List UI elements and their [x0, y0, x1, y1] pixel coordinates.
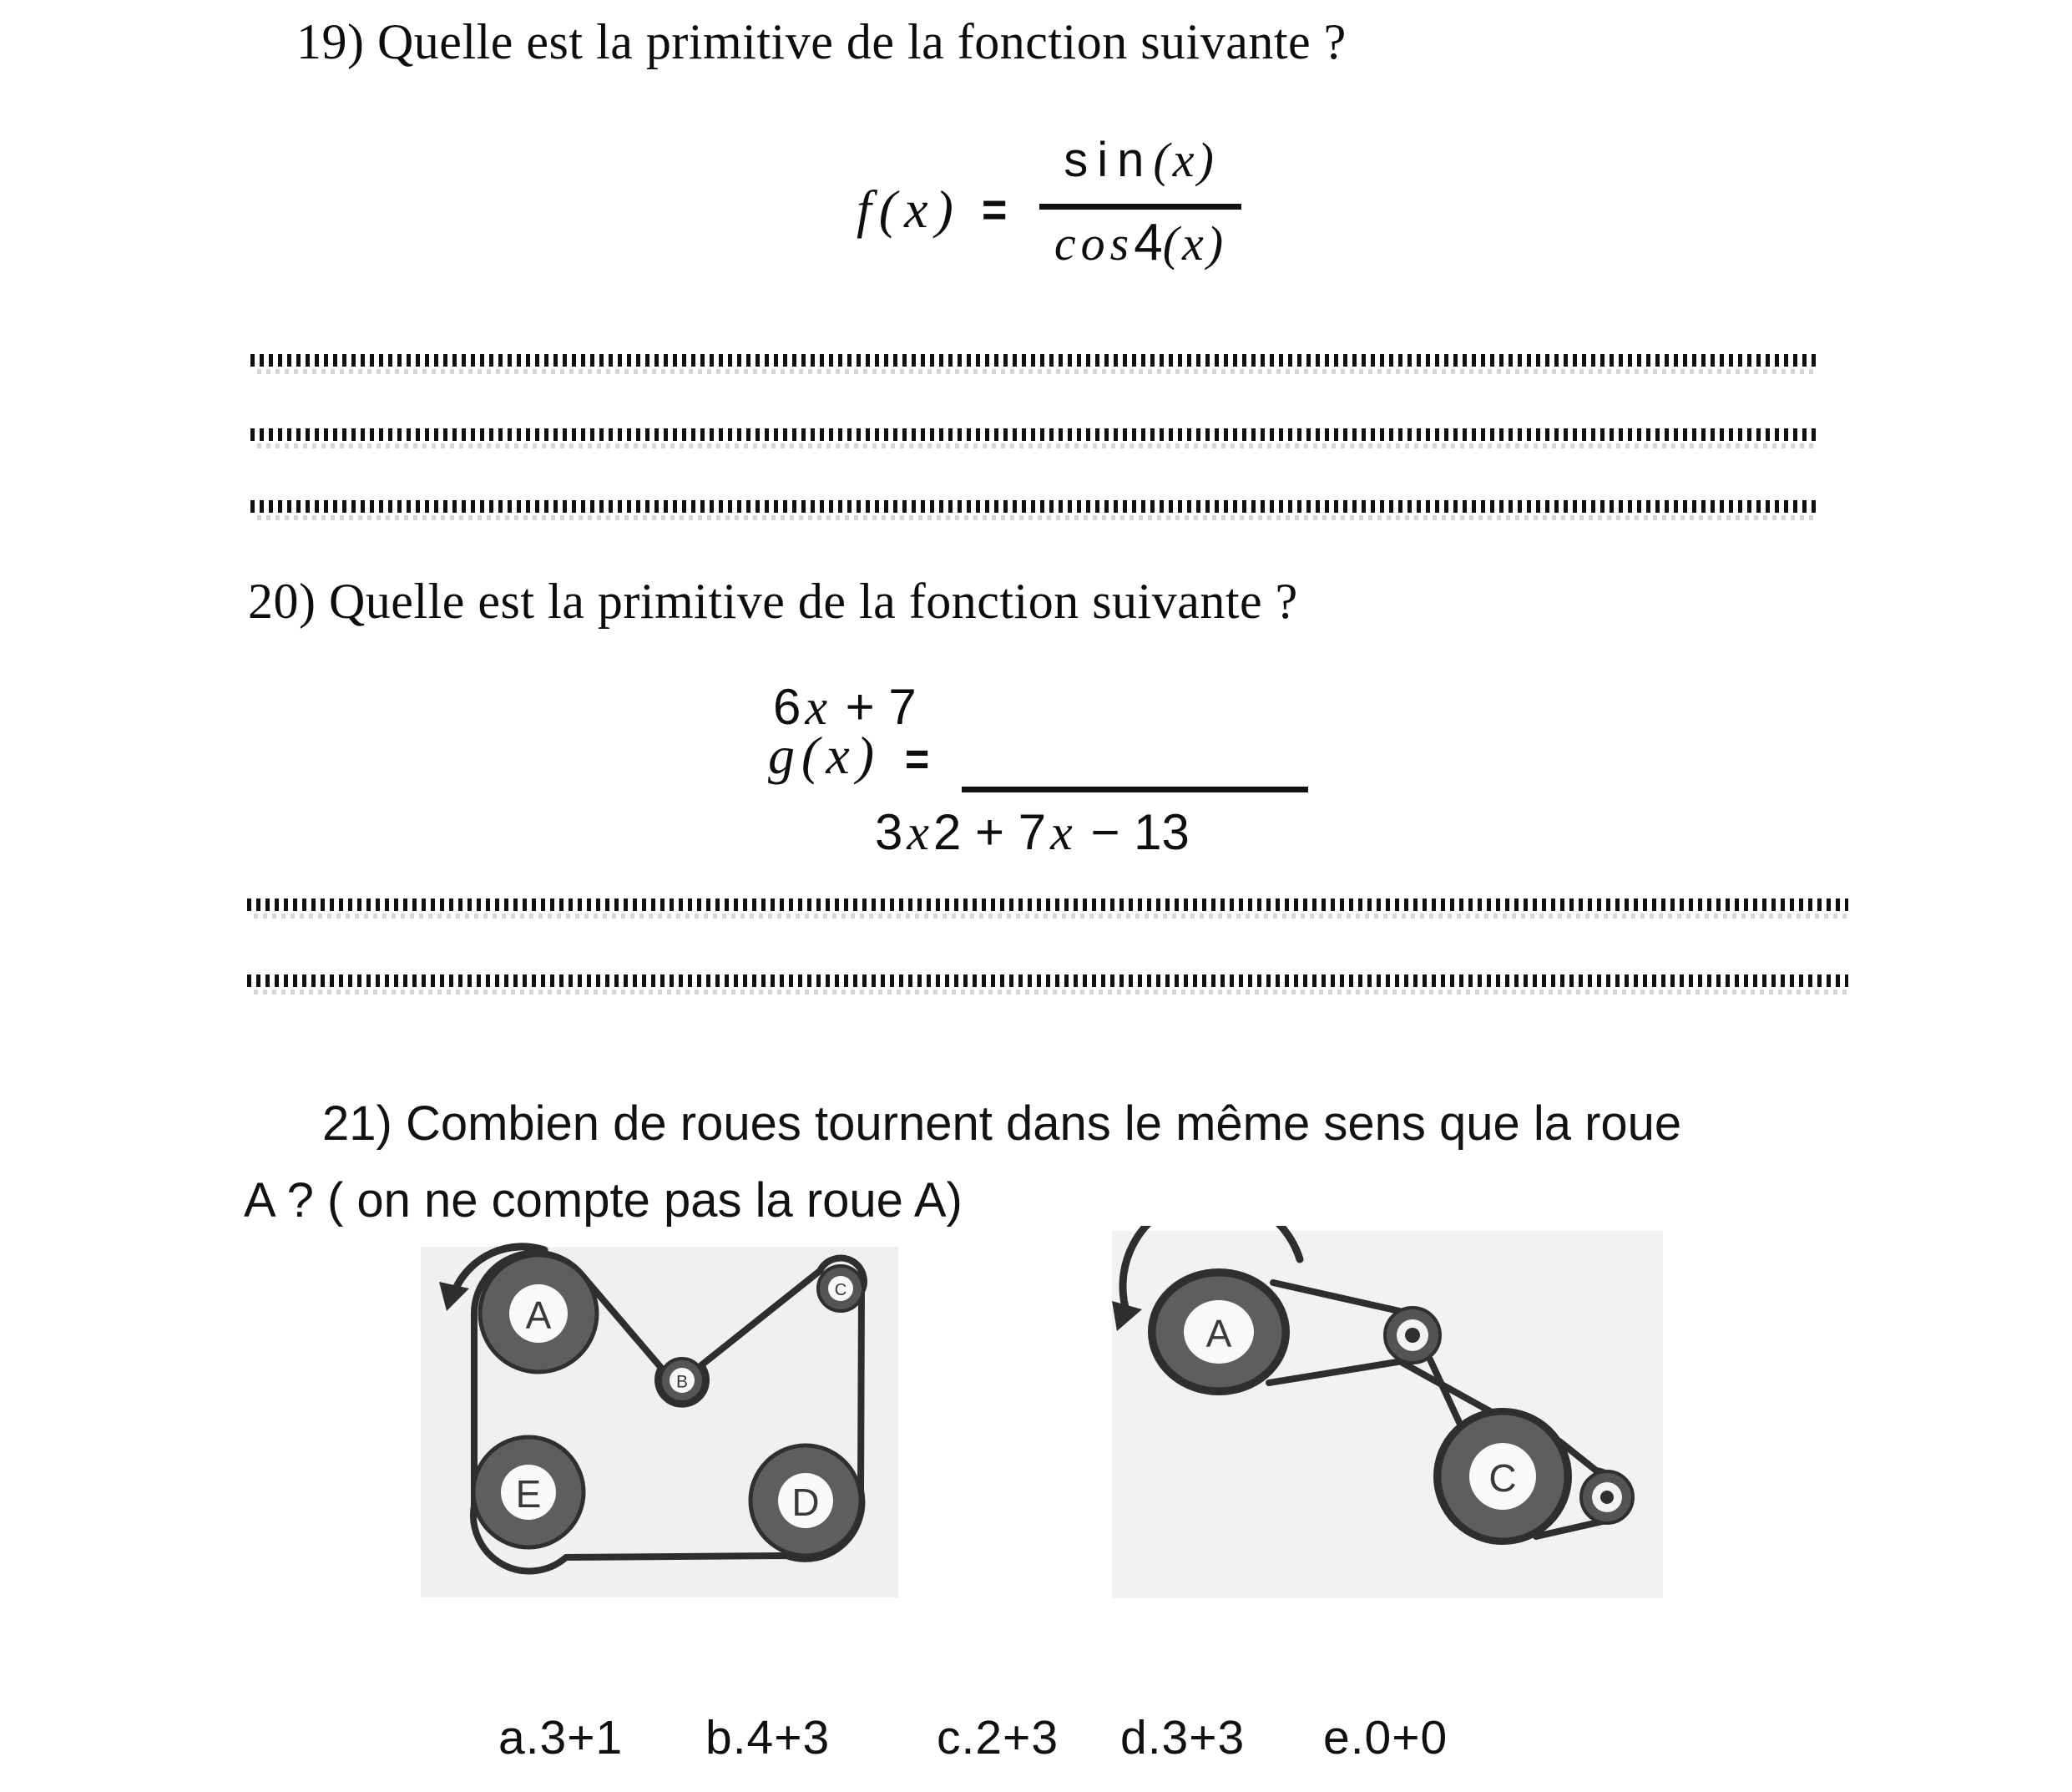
question-21-line2: A ? ( on ne compte pas la roue A) — [244, 1173, 963, 1228]
formula19-lhs: f(x) — [857, 180, 961, 239]
pulley-b — [660, 1359, 704, 1402]
answer-line — [250, 500, 1820, 513]
choice-e: e.0+0 — [1323, 1711, 1448, 1764]
den-var2: x — [1050, 805, 1073, 860]
question-21-line1: 21) Combien de roues tournent dans le même sens que la roue — [322, 1096, 1682, 1151]
choice-d: d.3+3 — [1120, 1711, 1246, 1764]
num-coef: 6 — [773, 679, 801, 735]
den-coef1: 3 — [875, 804, 903, 860]
choice-b: b.4+3 — [705, 1711, 831, 1764]
den-var1: x — [907, 805, 930, 860]
pulley-b-label: B — [675, 1372, 689, 1392]
pulley-diagram-right — [1102, 1226, 1670, 1603]
formula19-den-fn: cos — [1054, 216, 1135, 271]
wheel-d-label: D — [791, 1481, 820, 1524]
question-19-formula — [852, 132, 1286, 291]
question-19-heading: 19) Quelle est la primitive de la fonction suivante ? — [296, 14, 1347, 69]
pulley-right — [1581, 1471, 1633, 1523]
answer-line — [247, 899, 1848, 911]
formula19-num-arg: (x) — [1153, 133, 1217, 187]
formula19-fraction — [1039, 132, 1241, 272]
answer-line — [247, 974, 1848, 987]
formula20-equals: = — [905, 732, 930, 786]
question-20-formula — [768, 673, 1352, 873]
formula20-lhs: g(x) — [768, 726, 882, 785]
formula19-den-arg: (x) — [1162, 216, 1227, 271]
wheel-e-label: E — [515, 1472, 542, 1516]
choice-c: c.2+3 — [937, 1711, 1059, 1764]
pulley-c — [818, 1266, 863, 1311]
fraction-bar — [962, 787, 1308, 792]
fraction-bar — [1039, 204, 1241, 210]
answer-line — [250, 354, 1820, 367]
wheel-a-label: A — [525, 1293, 552, 1337]
formula19-numerator — [1039, 132, 1241, 202]
formula19-denominator — [1016, 213, 1265, 272]
wheel-c-label: C — [1488, 1456, 1517, 1500]
wheel-a — [1154, 1274, 1284, 1390]
formula20-denominator — [875, 803, 1190, 862]
answer-line — [250, 428, 1820, 441]
question-20-heading: 20) Quelle est la primitive de la fonction suivante ? — [248, 574, 1298, 629]
wheel-c — [1439, 1413, 1566, 1540]
pulley-diagram-left — [409, 1240, 910, 1607]
formula19-num-fn: sin — [1064, 133, 1154, 187]
pulley-top — [1385, 1308, 1440, 1363]
wheel-a — [480, 1255, 597, 1372]
wheel-e — [473, 1437, 584, 1547]
formula19-equals: = — [982, 183, 1008, 238]
den-end: − 13 — [1076, 804, 1190, 860]
choice-a: a.3+1 — [498, 1711, 624, 1764]
wheel-d — [750, 1445, 861, 1556]
den-mid: + 7 — [961, 804, 1047, 860]
pulley-c-label: C — [834, 1281, 847, 1299]
num-var: x — [805, 680, 828, 735]
formula19-den-pow: 4 — [1134, 214, 1163, 271]
den-pow: 2 — [933, 804, 962, 860]
num-rest: + 7 — [831, 679, 917, 735]
wheel-a-label: A — [1205, 1312, 1232, 1355]
